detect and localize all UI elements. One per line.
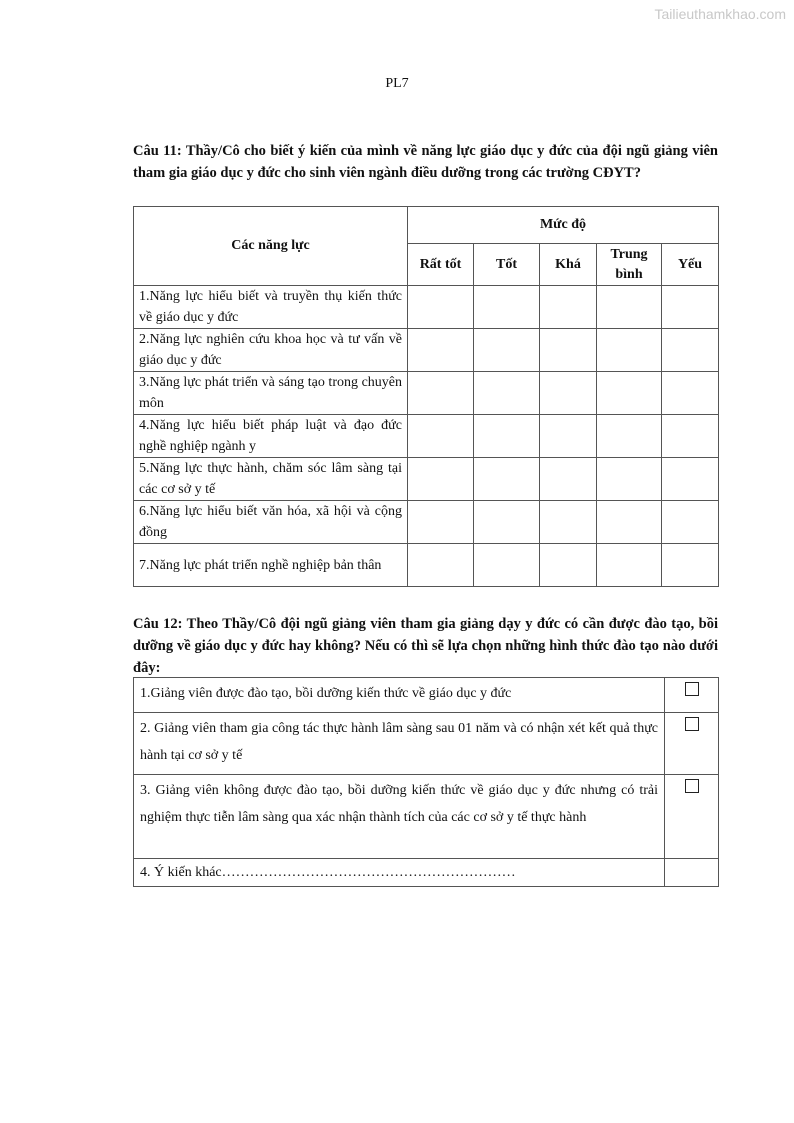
rating-cell[interactable] (540, 286, 597, 329)
rating-cell[interactable] (597, 415, 662, 458)
rating-cell[interactable] (540, 415, 597, 458)
header-competency: Các năng lực (134, 207, 408, 286)
competency-label: 4.Năng lực hiểu biết pháp luật và đạo đức nghề nghiệp ngành y (134, 415, 408, 458)
list-item (134, 858, 719, 887)
rating-cell[interactable] (662, 372, 719, 415)
rating-cell[interactable] (662, 329, 719, 372)
page-number: PL7 (385, 76, 409, 91)
list-item (134, 678, 719, 713)
competency-rating-table (133, 206, 719, 587)
watermark: Tailieuthamkhao.com (654, 6, 786, 22)
rating-cell[interactable] (408, 372, 474, 415)
rating-cell[interactable] (597, 544, 662, 587)
table-row (134, 372, 719, 415)
rating-cell[interactable] (408, 286, 474, 329)
competency-label: 5.Năng lực thực hành, chăm sóc lâm sàng tại các cơ sở y tế (134, 458, 408, 501)
rating-cell[interactable] (474, 458, 540, 501)
rating-cell[interactable] (474, 544, 540, 587)
rating-cell[interactable] (540, 544, 597, 587)
rating-cell[interactable] (662, 501, 719, 544)
list-item (134, 774, 719, 858)
question-11-heading: Câu 11: Thầy/Cô cho biết ý kiến của mình về năng lực giáo dục y đức của đội ngũ giảng viên tham gia giáo dục y đức cho sinh viên ngành điều dưỡng trong các trường CĐYT? (133, 143, 718, 181)
rating-cell[interactable] (474, 415, 540, 458)
table-row (134, 329, 719, 372)
rating-cell[interactable] (474, 501, 540, 544)
rating-cell[interactable] (474, 372, 540, 415)
level-very-good: Rất tốt (408, 244, 474, 286)
header-level: Mức độ (408, 207, 719, 244)
competency-label: 7.Năng lực phát triển nghề nghiệp bản thân (134, 544, 408, 587)
competency-label: 2.Năng lực nghiên cứu khoa học và tư vấn về giáo dục y đức (134, 329, 408, 372)
option-text: 3. Giảng viên không được đào tạo, bồi dưỡng kiến thức về giáo dục y đức nhưng có trải nghiệm thực tiễn lâm sàng qua xác nhận thành tích của các cơ sở y tế thực hành (134, 774, 665, 858)
training-options-table (133, 677, 719, 887)
rating-cell[interactable] (597, 286, 662, 329)
rating-cell[interactable] (540, 501, 597, 544)
level-average: Trung bình (597, 244, 662, 286)
level-weak: Yếu (662, 244, 719, 286)
rating-cell[interactable] (408, 501, 474, 544)
checkbox-cell (665, 678, 719, 713)
rating-cell[interactable] (408, 458, 474, 501)
list-item (134, 712, 719, 774)
checkbox[interactable] (685, 779, 699, 793)
rating-cell[interactable] (540, 329, 597, 372)
option-text: 1.Giảng viên được đào tạo, bồi dưỡng kiến thức về giáo dục y đức (134, 678, 665, 713)
option-text[interactable]: 4. Ý kiến khác……………………………………………………… (134, 858, 665, 887)
rating-cell[interactable] (662, 415, 719, 458)
rating-cell[interactable] (540, 372, 597, 415)
table-row (134, 458, 719, 501)
rating-cell[interactable] (597, 329, 662, 372)
rating-cell[interactable] (474, 329, 540, 372)
rating-cell[interactable] (474, 286, 540, 329)
rating-cell[interactable] (408, 415, 474, 458)
rating-cell[interactable] (408, 329, 474, 372)
rating-cell[interactable] (597, 458, 662, 501)
rating-cell[interactable] (662, 458, 719, 501)
level-fair: Khá (540, 244, 597, 286)
empty-cell (665, 858, 719, 887)
rating-cell[interactable] (597, 501, 662, 544)
competency-label: 1.Năng lực hiểu biết và truyền thụ kiến thức về giáo dục y đức (134, 286, 408, 329)
rating-cell[interactable] (597, 372, 662, 415)
rating-cell[interactable] (662, 286, 719, 329)
level-good: Tốt (474, 244, 540, 286)
checkbox-cell (665, 712, 719, 774)
checkbox[interactable] (685, 682, 699, 696)
question-12-heading: Câu 12: Theo Thầy/Cô đội ngũ giảng viên tham gia giảng dạy y đức có cần được đào tạo, bồi dưỡng về giáo dục y đức hay không? Nếu có thì sẽ lựa chọn những hình thức đào tạo nào dưới đây: (133, 616, 718, 676)
competency-label: 6.Năng lực hiểu biết văn hóa, xã hội và cộng đồng (134, 501, 408, 544)
table-row (134, 544, 719, 587)
competency-label: 3.Năng lực phát triển và sáng tạo trong chuyên môn (134, 372, 408, 415)
checkbox-cell (665, 774, 719, 858)
rating-cell[interactable] (662, 544, 719, 587)
rating-cell[interactable] (540, 458, 597, 501)
rating-cell[interactable] (408, 544, 474, 587)
option-text: 2. Giảng viên tham gia công tác thực hành lâm sàng sau 01 năm và có nhận xét kết quả thực hành tại cơ sở y tế (134, 712, 665, 774)
table-row (134, 286, 719, 329)
table-row (134, 415, 719, 458)
checkbox[interactable] (685, 717, 699, 731)
table-row (134, 501, 719, 544)
